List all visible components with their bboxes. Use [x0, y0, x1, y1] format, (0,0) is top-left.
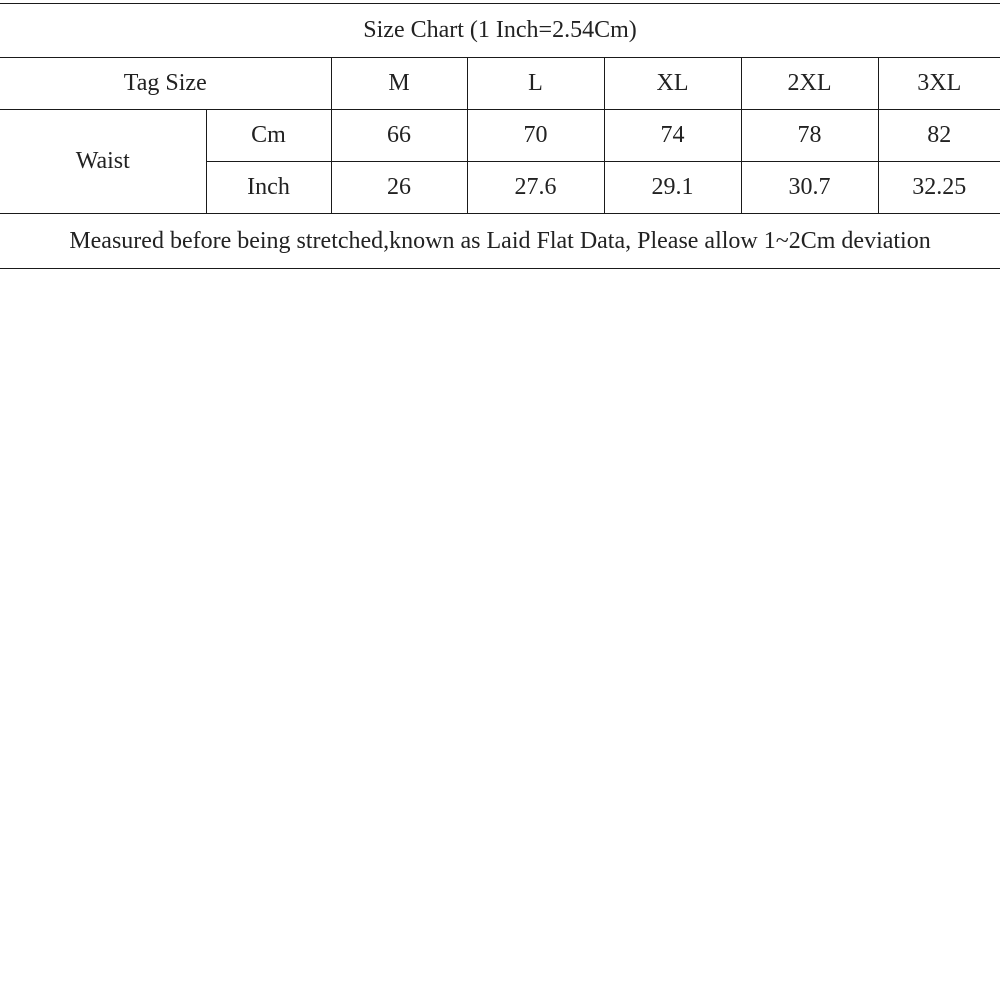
waist-cm-l: 70 [467, 110, 604, 162]
waist-cm-m: 66 [331, 110, 467, 162]
waist-inch-l: 27.6 [467, 162, 604, 214]
size-header-3xl: 3XL [878, 58, 1000, 110]
waist-cm-3xl: 82 [878, 110, 1000, 162]
size-header-m: M [331, 58, 467, 110]
measurement-label-waist: Waist [0, 110, 206, 214]
size-chart-title: Size Chart (1 Inch=2.54Cm) [0, 4, 1000, 58]
waist-cm-2xl: 78 [741, 110, 878, 162]
size-chart-table [0, 3, 1000, 269]
tag-size-label: Tag Size [0, 58, 331, 110]
waist-inch-3xl: 32.25 [878, 162, 1000, 214]
header-row [0, 58, 1000, 110]
waist-inch-2xl: 30.7 [741, 162, 878, 214]
size-header-2xl: 2XL [741, 58, 878, 110]
note-row [0, 214, 1000, 269]
waist-inch-xl: 29.1 [604, 162, 741, 214]
title-row [0, 4, 1000, 58]
waist-cm-xl: 74 [604, 110, 741, 162]
size-header-l: L [467, 58, 604, 110]
waist-inch-m: 26 [331, 162, 467, 214]
unit-label-cm: Cm [206, 110, 331, 162]
measurement-note: Measured before being stretched,known as Laid Flat Data, Please allow 1~2Cm deviation [0, 214, 1000, 269]
table-row [0, 110, 1000, 162]
size-header-xl: XL [604, 58, 741, 110]
unit-label-inch: Inch [206, 162, 331, 214]
